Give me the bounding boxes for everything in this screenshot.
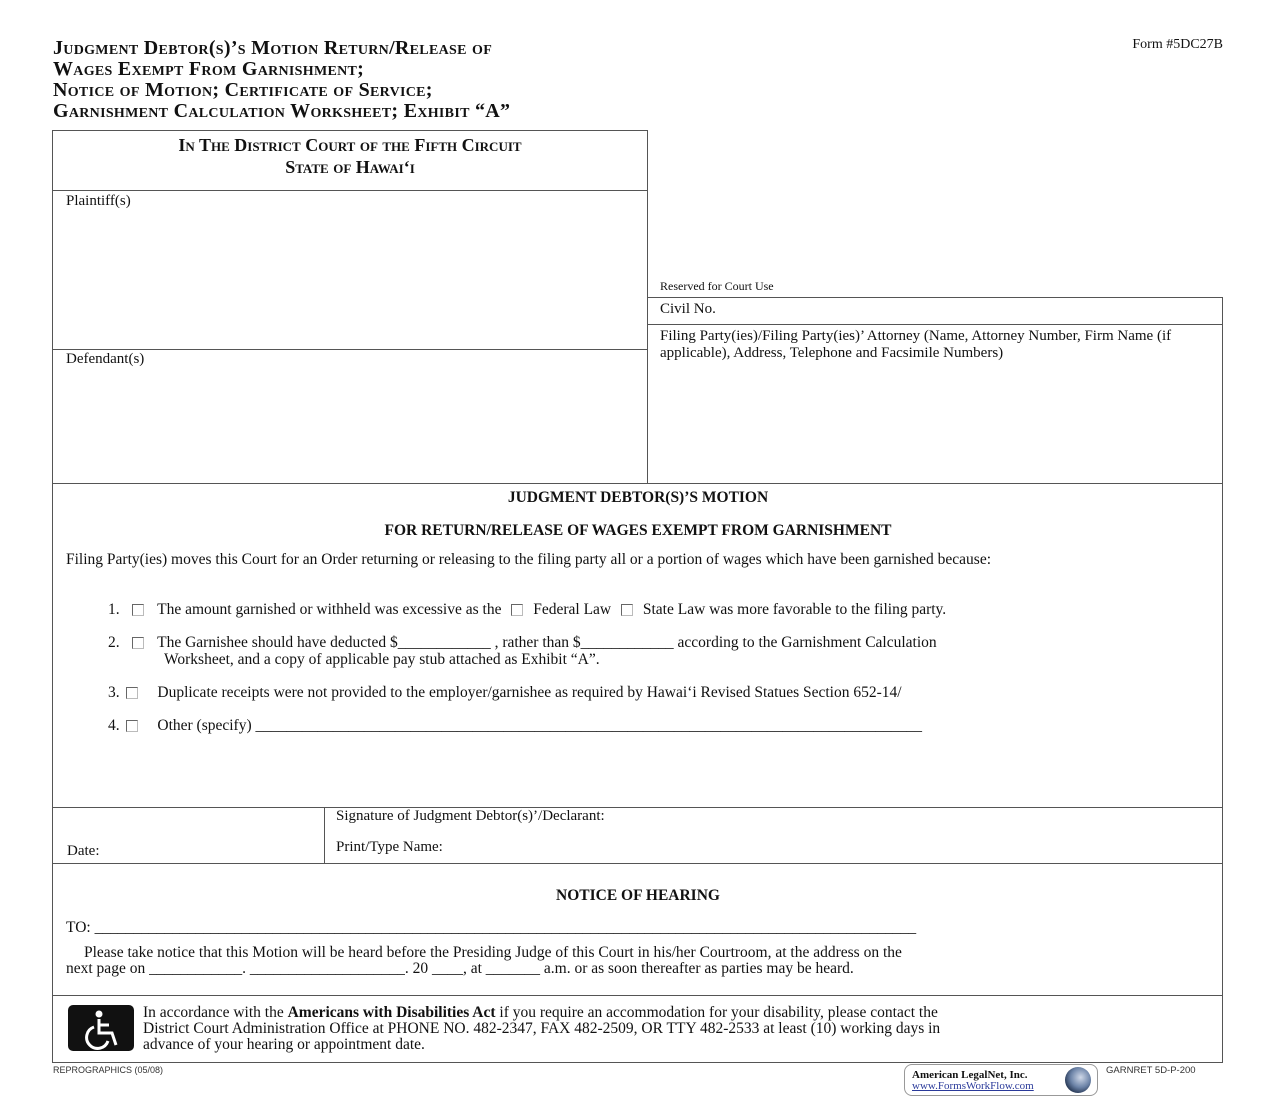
date-field[interactable] (110, 838, 315, 860)
divider (647, 297, 1223, 298)
date-label: Date: (67, 843, 100, 859)
signature-field[interactable] (715, 808, 1215, 830)
vendor-logo[interactable] (904, 1064, 1098, 1096)
item-number: 1. (108, 601, 120, 618)
filing-party-label: Filing Party(ies)/Filing Party(ies)’ Attorney (Name, Attorney Number, Firm Name (if applicable), Address, Telephone and Facsimile Numbers) (660, 328, 1172, 361)
motion-item-2 (108, 634, 937, 651)
footer-form-code: GARNRET 5D-P-200 (1106, 1065, 1196, 1076)
civil-no-label: Civil No. (660, 301, 716, 317)
reserved-court-use-label: Reserved for Court Use (660, 279, 774, 293)
to-field[interactable]: __________________________________________________________________________________________________________ (94, 919, 917, 936)
federal-law-label: Federal Law (533, 601, 612, 618)
vendor-name: American LegalNet, Inc. (912, 1069, 1028, 1081)
divider (647, 130, 648, 484)
plaintiff-field[interactable] (60, 212, 640, 344)
filing-party-field[interactable] (655, 385, 1215, 477)
divider (52, 995, 1223, 996)
divider (52, 1062, 1223, 1063)
ada-notice-line-3: advance of your hearing or appointment date. (143, 1036, 425, 1053)
item-3-checkbox[interactable] (126, 687, 138, 699)
item-text: Duplicate receipts were not provided to the employer/garnishee as required by Hawai‘i Revised Statues Section 652-14/ (157, 684, 902, 701)
ada-notice-line-1 (143, 1004, 938, 1021)
form-number: Form #5DC27B (1132, 37, 1223, 52)
notice-to-line (66, 919, 1201, 936)
item-2-continued: Worksheet, and a copy of applicable pay stub attached as Exhibit “A”. (164, 651, 600, 668)
title-line-2: Wages Exempt From Garnishment; (53, 58, 365, 80)
divider (52, 483, 1223, 484)
state-law-label: State Law was more favorable to the filing party. (642, 601, 947, 618)
court-name: In The District Court of the Fifth Circuit (178, 135, 522, 155)
divider (52, 863, 1223, 864)
footer-reprographics: REPROGRAPHICS (05/08) (53, 1065, 164, 1075)
notice-heading: NOTICE OF HEARING (556, 887, 720, 904)
motion-item-4 (108, 717, 922, 734)
state-law-checkbox[interactable] (621, 604, 633, 616)
divider (52, 349, 648, 350)
print-name-label: Print/Type Name: (336, 839, 443, 855)
divider (52, 130, 53, 1063)
plaintiff-label: Plaintiff(s) (66, 193, 131, 209)
ada-act-name: Americans with Disabilities Act (287, 1004, 496, 1021)
item-2-checkbox[interactable] (132, 637, 144, 649)
motion-subheading: FOR RETURN/RELEASE OF WAGES EXEMPT FROM GARNISHMENT (384, 522, 892, 539)
motion-intro: Filing Party(ies) moves this Court for an Order returning or releasing to the filing party all or a portion of wages which have been garnished because: (66, 551, 992, 568)
court-state: State of Hawai‘i (285, 157, 415, 177)
notice-body-line-1: Please take notice that this Motion will be heard before the Presiding Judge of this Court in his/her Courtroom, at the address on the (84, 944, 902, 961)
print-name-field[interactable] (490, 838, 1215, 860)
ada-notice-line-2: District Court Administration Office at PHONE NO. 482-2347, FAX 482-2509, OR TTY 482-2533 at least (10) working days in (143, 1020, 941, 1037)
motion-heading: JUDGMENT DEBTOR(S)’S MOTION (507, 489, 769, 506)
notice-body-line-2: next page on ____________. ____________________. 20 ____, at _______ a.m. or as soon thereafter as parties may be heard. (66, 960, 854, 977)
item-number: 3. (108, 684, 120, 701)
other-specify-field[interactable]: ______________________________________________________________________________________ (255, 717, 922, 734)
title-line-3: Notice of Motion; Certificate of Service; (53, 79, 433, 101)
divider (647, 324, 1223, 325)
title-line-1: Judgment Debtor(s)’s Motion Return/Release of (53, 37, 493, 59)
divider (52, 190, 648, 191)
civil-no-field[interactable] (740, 300, 1215, 320)
ada-text: In accordance with the (143, 1004, 288, 1021)
to-label: TO: (66, 919, 91, 936)
divider (324, 807, 325, 863)
item-1-checkbox[interactable] (132, 604, 144, 616)
defendant-field[interactable] (60, 370, 640, 478)
court-heading (53, 131, 647, 178)
vendor-url-link[interactable]: www.FormsWorkFlow.com (912, 1080, 1034, 1092)
motion-item-3 (108, 684, 902, 701)
item-4-checkbox[interactable] (126, 720, 138, 732)
title-line-4: Garnishment Calculation Worksheet; Exhibit “A” (53, 100, 511, 122)
defendant-label: Defendant(s) (66, 351, 145, 367)
item-text: The amount garnished or withheld was excessive as the (157, 601, 502, 618)
item-text: The Garnishee should have deducted $____________ , rather than $____________ according to the Garnishment Calculation (157, 634, 937, 651)
ada-text: if you require an accommodation for your disability, please contact the (495, 1004, 938, 1021)
signature-label: Signature of Judgment Debtor(s)’/Declarant: (336, 808, 605, 824)
federal-law-checkbox[interactable] (511, 604, 523, 616)
motion-item-1 (108, 601, 946, 618)
divider (1222, 297, 1223, 1063)
item-number: 4. (108, 717, 120, 734)
wheelchair-accessibility-icon (68, 1005, 134, 1051)
item-number: 2. (108, 634, 120, 651)
globe-icon (1065, 1067, 1091, 1093)
form-title (53, 38, 510, 122)
item-text: Other (specify) (157, 717, 252, 734)
